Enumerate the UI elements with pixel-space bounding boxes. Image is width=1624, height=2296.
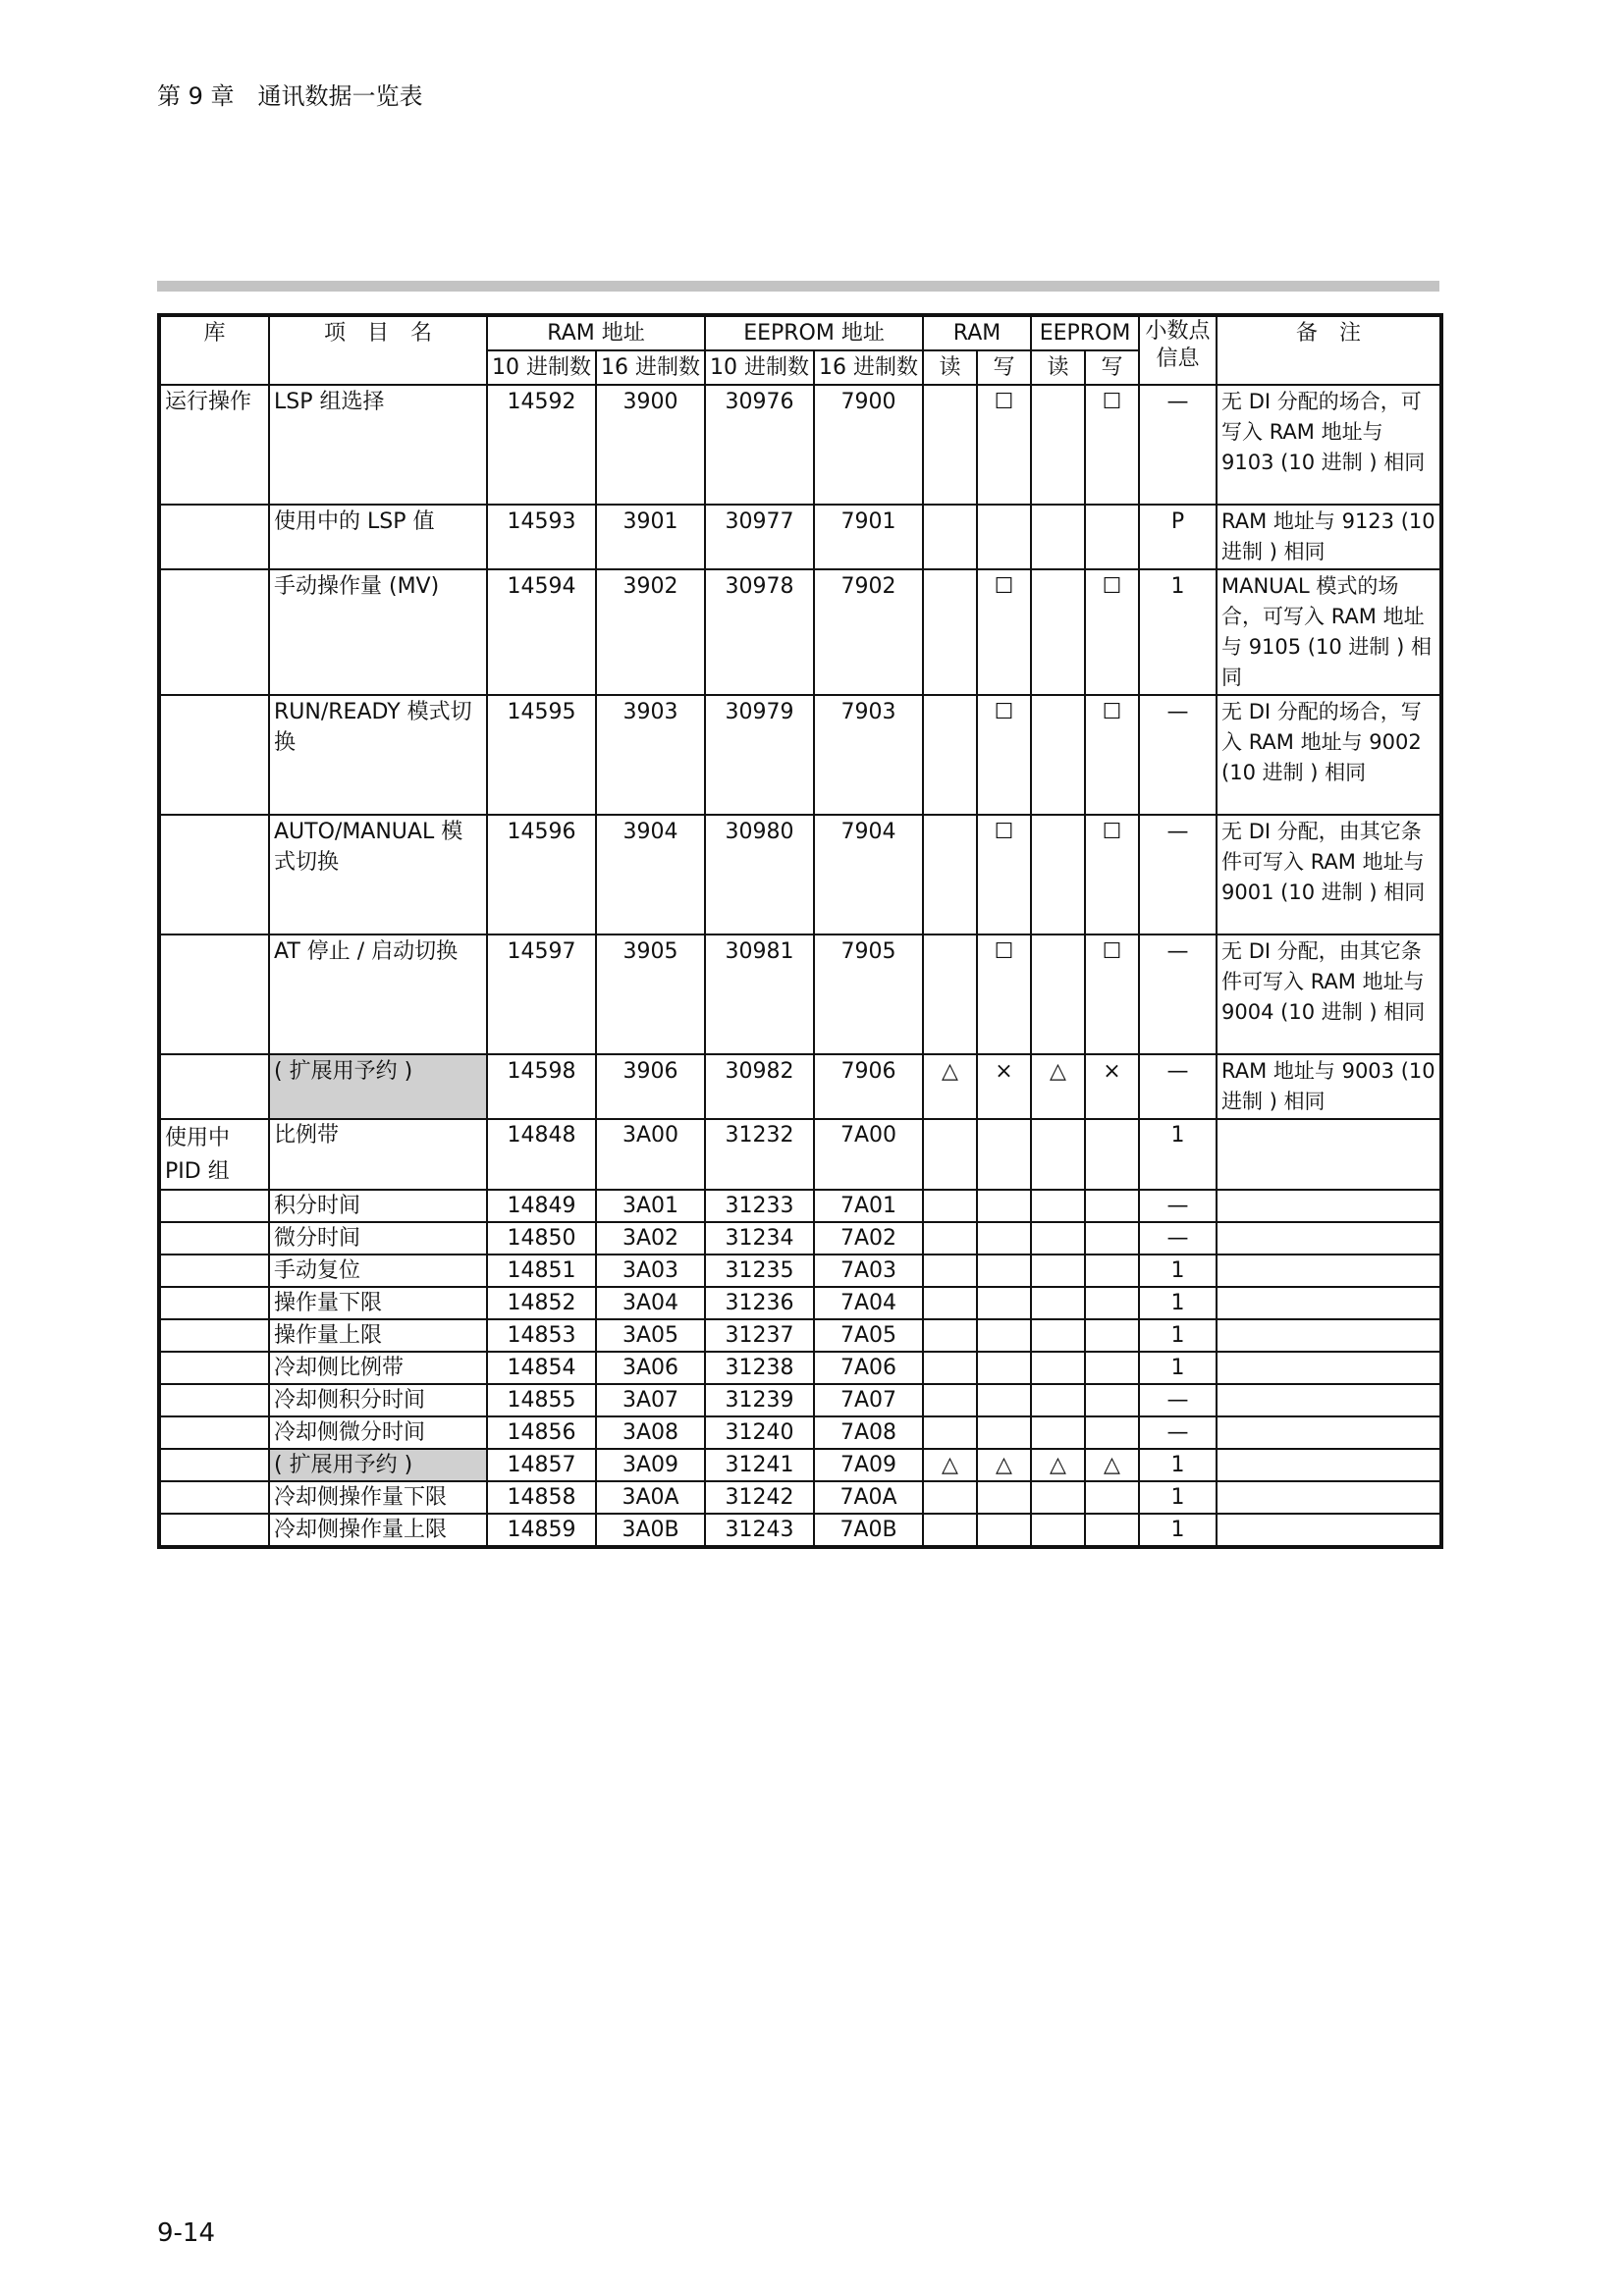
decimal-point: — [1139,1416,1217,1449]
eeprom-hex: 7A09 [814,1449,923,1481]
ram-read [923,1514,977,1547]
eeprom-dec: 31235 [705,1255,814,1287]
library-cell-continued [159,1287,269,1319]
eeprom-dec: 31234 [705,1222,814,1255]
table-row [159,1319,1441,1352]
eeprom-dec: 30976 [705,385,814,505]
ram-read [923,385,977,505]
eeprom-read: △ [1031,1449,1085,1481]
ram-read [923,1352,977,1384]
note [1217,1222,1441,1255]
library-cell-continued [159,505,269,569]
eeprom-hex: 7A05 [814,1319,923,1352]
decimal-point: 1 [1139,569,1217,695]
ram-read [923,569,977,695]
library-cell-continued [159,815,269,934]
decimal-point: — [1139,1384,1217,1416]
note [1217,1514,1441,1547]
eeprom-read [1031,1287,1085,1319]
ram-write: ☐ [977,934,1031,1054]
header-ram-write: 写 [977,350,1031,385]
table-row [159,815,1441,934]
eeprom-read [1031,505,1085,569]
decimal-point: — [1139,695,1217,815]
library-cell-continued [159,1054,269,1119]
ram-write: × [977,1054,1031,1119]
eeprom-write [1085,1119,1139,1190]
eeprom-read [1031,934,1085,1054]
eeprom-hex: 7A06 [814,1352,923,1384]
note [1217,1384,1441,1416]
decimal-point: 1 [1139,1449,1217,1481]
decimal-point: — [1139,815,1217,934]
eeprom-read [1031,1119,1085,1190]
decimal-point: 1 [1139,1255,1217,1287]
eeprom-hex: 7A08 [814,1416,923,1449]
decimal-point: — [1139,1222,1217,1255]
ram-dec: 14859 [487,1514,596,1547]
note [1217,1119,1441,1190]
ram-write: ☐ [977,569,1031,695]
ram-write [977,1384,1031,1416]
table-row [159,1190,1441,1222]
item-name: 冷却侧积分时间 [269,1384,487,1416]
table-row [159,1481,1441,1514]
eeprom-read [1031,1319,1085,1352]
table-row [159,1449,1441,1481]
eeprom-hex: 7902 [814,569,923,695]
library-cell-continued [159,1384,269,1416]
table-row [159,505,1441,569]
eeprom-dec: 31238 [705,1352,814,1384]
communication-data-table [157,313,1443,1549]
item-name: 冷却侧操作量上限 [269,1514,487,1547]
ram-write [977,1190,1031,1222]
eeprom-hex: 7A04 [814,1287,923,1319]
eeprom-write [1085,1481,1139,1514]
ram-hex: 3902 [596,569,705,695]
ram-write [977,1416,1031,1449]
library-cell-continued [159,1255,269,1287]
ram-write [977,1481,1031,1514]
ram-read [923,1287,977,1319]
ram-write [977,1319,1031,1352]
ram-write: ☐ [977,695,1031,815]
eeprom-dec: 31241 [705,1449,814,1481]
decimal-point: — [1139,934,1217,1054]
item-name: 手动操作量 (MV) [269,569,487,695]
eeprom-write [1085,1222,1139,1255]
table-row [159,1119,1441,1190]
item-name: ( 扩展用予约 ) [269,1449,487,1481]
eeprom-dec: 31236 [705,1287,814,1319]
ram-write [977,1119,1031,1190]
decimal-point: 1 [1139,1287,1217,1319]
eeprom-read [1031,1190,1085,1222]
ram-read [923,934,977,1054]
table-row [159,934,1441,1054]
item-name: 冷却侧微分时间 [269,1416,487,1449]
item-name: ( 扩展用予约 ) [269,1054,487,1119]
eeprom-write [1085,1190,1139,1222]
decimal-point: 1 [1139,1352,1217,1384]
ram-dec: 14593 [487,505,596,569]
table-row [159,569,1441,695]
eeprom-hex: 7901 [814,505,923,569]
eeprom-dec: 31232 [705,1119,814,1190]
ram-write [977,505,1031,569]
header-ram-hex: 16 进制数 [596,350,705,385]
ram-write [977,1287,1031,1319]
note: 无 DI 分配的场合，写入 RAM 地址与 9002 (10 进制 ) 相同 [1217,695,1441,815]
header-note: 备 注 [1217,315,1441,385]
decimal-point: — [1139,1190,1217,1222]
decimal-point: 1 [1139,1319,1217,1352]
eeprom-dec: 31240 [705,1416,814,1449]
eeprom-write: ☐ [1085,815,1139,934]
item-name: 手动复位 [269,1255,487,1287]
eeprom-hex: 7A0A [814,1481,923,1514]
ram-hex: 3A05 [596,1319,705,1352]
eeprom-write: ☐ [1085,385,1139,505]
ram-dec: 14595 [487,695,596,815]
item-name: 使用中的 LSP 值 [269,505,487,569]
item-name: 操作量下限 [269,1287,487,1319]
eeprom-read [1031,1352,1085,1384]
eeprom-write: ☐ [1085,695,1139,815]
eeprom-write: △ [1085,1449,1139,1481]
note [1217,1287,1441,1319]
ram-hex: 3A02 [596,1222,705,1255]
ram-dec: 14854 [487,1352,596,1384]
ram-hex: 3A00 [596,1119,705,1190]
ram-hex: 3A01 [596,1190,705,1222]
eeprom-write: ☐ [1085,569,1139,695]
table-row [159,1514,1441,1547]
eeprom-hex: 7A00 [814,1119,923,1190]
eeprom-write: ☐ [1085,934,1139,1054]
eeprom-hex: 7906 [814,1054,923,1119]
library-cell-continued [159,695,269,815]
ram-read: △ [923,1054,977,1119]
note: MANUAL 模式的场合，可写入 RAM 地址与 9105 (10 进制 ) 相同 [1217,569,1441,695]
header-rule [157,281,1439,292]
library-cell-continued [159,569,269,695]
eeprom-hex: 7903 [814,695,923,815]
ram-dec: 14857 [487,1449,596,1481]
note: 无 DI 分配的场合，可写入 RAM 地址与 9103 (10 进制 ) 相同 [1217,385,1441,505]
decimal-point: P [1139,505,1217,569]
library-cell: 使用中 PID 组 [159,1119,269,1190]
library-cell-continued [159,1481,269,1514]
eeprom-dec: 31233 [705,1190,814,1222]
eeprom-hex: 7A01 [814,1190,923,1222]
ram-write: ☐ [977,815,1031,934]
ram-dec: 14849 [487,1190,596,1222]
ram-read [923,1190,977,1222]
ram-dec: 14850 [487,1222,596,1255]
eeprom-read [1031,815,1085,934]
table-row [159,1352,1441,1384]
ram-dec: 14852 [487,1287,596,1319]
library-cell-continued [159,1416,269,1449]
eeprom-dec: 30980 [705,815,814,934]
ram-write [977,1352,1031,1384]
ram-write: ☐ [977,385,1031,505]
item-name: AT 停止 / 启动切换 [269,934,487,1054]
decimal-point: 1 [1139,1514,1217,1547]
ram-read [923,1319,977,1352]
note: RAM 地址与 9003 (10 进制 ) 相同 [1217,1054,1441,1119]
ram-dec: 14851 [487,1255,596,1287]
eeprom-read [1031,1481,1085,1514]
ram-read [923,1416,977,1449]
ram-hex: 3904 [596,815,705,934]
note [1217,1449,1441,1481]
note [1217,1319,1441,1352]
ram-hex: 3903 [596,695,705,815]
note [1217,1481,1441,1514]
ram-hex: 3A0B [596,1514,705,1547]
eeprom-read [1031,695,1085,815]
eeprom-read [1031,385,1085,505]
ram-hex: 3A07 [596,1384,705,1416]
eeprom-read [1031,569,1085,695]
eeprom-dec: 30977 [705,505,814,569]
ram-write: △ [977,1449,1031,1481]
item-name: 积分时间 [269,1190,487,1222]
eeprom-hex: 7A03 [814,1255,923,1287]
note [1217,1255,1441,1287]
ram-dec: 14592 [487,385,596,505]
item-name: 冷却侧操作量下限 [269,1481,487,1514]
chapter-title: 第 9 章 通讯数据一览表 [157,82,423,110]
header-eeprom-read: 读 [1031,350,1085,385]
ram-hex: 3905 [596,934,705,1054]
eeprom-write: × [1085,1054,1139,1119]
decimal-point: 1 [1139,1481,1217,1514]
eeprom-dec: 30979 [705,695,814,815]
item-name: 操作量上限 [269,1319,487,1352]
note [1217,1416,1441,1449]
ram-hex: 3906 [596,1054,705,1119]
eeprom-hex: 7A02 [814,1222,923,1255]
ram-read [923,1255,977,1287]
header-ram-dec: 10 进制数 [487,350,596,385]
ram-hex: 3900 [596,385,705,505]
eeprom-read [1031,1384,1085,1416]
ram-read: △ [923,1449,977,1481]
ram-dec: 14856 [487,1416,596,1449]
header-eeprom-dec: 10 进制数 [705,350,814,385]
ram-read [923,1119,977,1190]
eeprom-dec: 31243 [705,1514,814,1547]
ram-hex: 3A04 [596,1287,705,1319]
note [1217,1190,1441,1222]
note [1217,1352,1441,1384]
ram-hex: 3A08 [596,1416,705,1449]
item-name: LSP 组选择 [269,385,487,505]
ram-write [977,1222,1031,1255]
eeprom-read [1031,1514,1085,1547]
table-row [159,1287,1441,1319]
library-cell-continued [159,1449,269,1481]
ram-dec: 14848 [487,1119,596,1190]
item-name: AUTO/MANUAL 模式切换 [269,815,487,934]
decimal-point: — [1139,1054,1217,1119]
eeprom-dec: 30978 [705,569,814,695]
ram-dec: 14596 [487,815,596,934]
eeprom-dec: 30981 [705,934,814,1054]
eeprom-write [1085,1384,1139,1416]
eeprom-dec: 31237 [705,1319,814,1352]
item-name: 比例带 [269,1119,487,1190]
ram-hex: 3901 [596,505,705,569]
ram-dec: 14855 [487,1384,596,1416]
table-row [159,1222,1441,1255]
ram-read [923,815,977,934]
eeprom-write [1085,1416,1139,1449]
ram-dec: 14853 [487,1319,596,1352]
library-cell-continued [159,1514,269,1547]
library-cell: 运行操作 [159,385,269,505]
eeprom-write [1085,505,1139,569]
header-ram-address: RAM 地址 [487,315,705,350]
header-item: 项 目 名 [269,315,487,385]
library-cell-continued [159,934,269,1054]
eeprom-write [1085,1319,1139,1352]
decimal-point: — [1139,385,1217,505]
header-ram: RAM [923,315,1031,350]
ram-dec: 14597 [487,934,596,1054]
header-eeprom-hex: 16 进制数 [814,350,923,385]
library-cell-continued [159,1190,269,1222]
ram-hex: 3A09 [596,1449,705,1481]
header-lib: 库 [159,315,269,385]
table-row [159,1054,1441,1119]
ram-hex: 3A0A [596,1481,705,1514]
ram-read [923,695,977,815]
note: RAM 地址与 9123 (10 进制 ) 相同 [1217,505,1441,569]
item-name: 冷却侧比例带 [269,1352,487,1384]
eeprom-hex: 7A0B [814,1514,923,1547]
eeprom-read [1031,1416,1085,1449]
eeprom-hex: 7904 [814,815,923,934]
eeprom-write [1085,1287,1139,1319]
eeprom-dec: 31239 [705,1384,814,1416]
item-name: 微分时间 [269,1222,487,1255]
table-row [159,1384,1441,1416]
item-name: RUN/READY 模式切换 [269,695,487,815]
eeprom-read [1031,1222,1085,1255]
table-header [159,315,1441,385]
eeprom-dec: 31242 [705,1481,814,1514]
header-ram-read: 读 [923,350,977,385]
table-row [159,385,1441,505]
ram-read [923,505,977,569]
header-eeprom-write: 写 [1085,350,1139,385]
eeprom-write [1085,1255,1139,1287]
table-row [159,1255,1441,1287]
table-body [159,385,1441,1547]
ram-write [977,1255,1031,1287]
eeprom-write [1085,1352,1139,1384]
ram-read [923,1481,977,1514]
ram-hex: 3A06 [596,1352,705,1384]
note: 无 DI 分配，由其它条件可写入 RAM 地址与 9004 (10 进制 ) 相同 [1217,934,1441,1054]
ram-write [977,1514,1031,1547]
header-eeprom: EEPROM [1031,315,1139,350]
eeprom-hex: 7905 [814,934,923,1054]
library-cell-continued [159,1319,269,1352]
library-cell-continued [159,1222,269,1255]
header-decimal-point: 小数点信息 [1139,315,1217,385]
ram-dec: 14594 [487,569,596,695]
ram-read [923,1222,977,1255]
note: 无 DI 分配，由其它条件可写入 RAM 地址与 9001 (10 进制 ) 相同 [1217,815,1441,934]
header-eeprom-address: EEPROM 地址 [705,315,923,350]
table-row [159,695,1441,815]
decimal-point: 1 [1139,1119,1217,1190]
table-row [159,1416,1441,1449]
eeprom-hex: 7A07 [814,1384,923,1416]
ram-dec: 14858 [487,1481,596,1514]
eeprom-read [1031,1255,1085,1287]
eeprom-read: △ [1031,1054,1085,1119]
eeprom-hex: 7900 [814,385,923,505]
ram-dec: 14598 [487,1054,596,1119]
ram-read [923,1384,977,1416]
ram-hex: 3A03 [596,1255,705,1287]
eeprom-dec: 30982 [705,1054,814,1119]
library-cell-continued [159,1352,269,1384]
eeprom-write [1085,1514,1139,1547]
page-number: 9-14 [157,2218,216,2248]
